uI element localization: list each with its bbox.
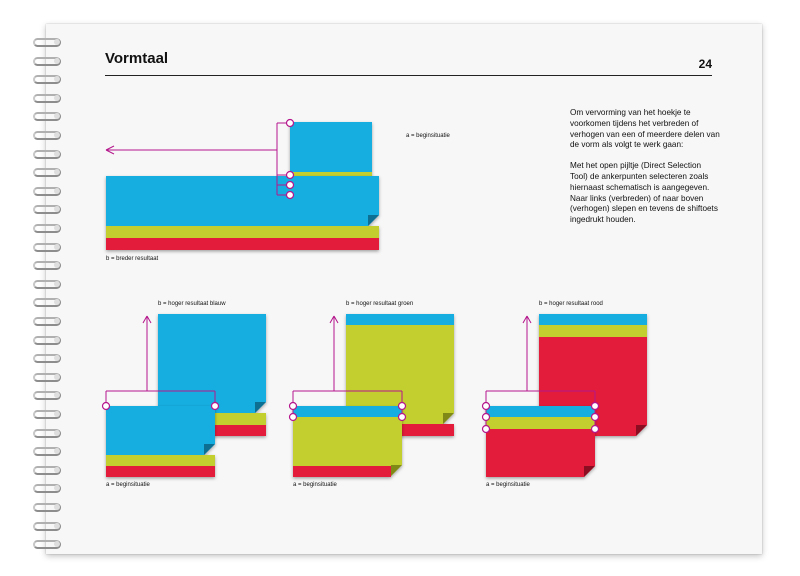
blue-diagram	[103, 314, 267, 477]
top-wide-shape	[106, 176, 379, 250]
paragraph-intro: Om vervorming van het hoekje te voorkomen tijdens het verbreden of verhogen van een of meerdere delen van de vorm als volgt te werk gaan:	[570, 108, 720, 150]
label-top-b: b = breder resultaat	[106, 256, 159, 262]
label-red-b: b = hoger resultaat rood	[539, 301, 603, 307]
label-top-a: a = beginsituatie	[406, 133, 450, 139]
blue-initial-shape	[106, 406, 215, 477]
page-title: Vormtaal	[105, 50, 169, 67]
label-blue-b: b = hoger resultaat blauw	[158, 301, 226, 307]
top-diagram	[106, 120, 379, 251]
label-blue-a: a = beginsituatie	[106, 482, 150, 488]
page-number: 24	[698, 57, 712, 71]
label-green-a: a = beginsituatie	[293, 482, 337, 488]
green-diagram	[290, 314, 455, 477]
label-green-b: b = hoger resultaat groen	[346, 301, 414, 307]
label-red-a: a = beginsituatie	[486, 482, 530, 488]
red-diagram	[483, 314, 648, 477]
paragraph-instructions: Met het open pijltje (Direct Selection Tool) de ankerpunten selecteren zoals hiernaast schematisch is aangegeven. Naar links (verbreden) of naar boven (verhogen) slepen en tevens de shiftoets ingedrukt houden.	[570, 161, 718, 225]
green-initial-shape	[293, 406, 402, 477]
red-initial-shape	[486, 406, 595, 477]
